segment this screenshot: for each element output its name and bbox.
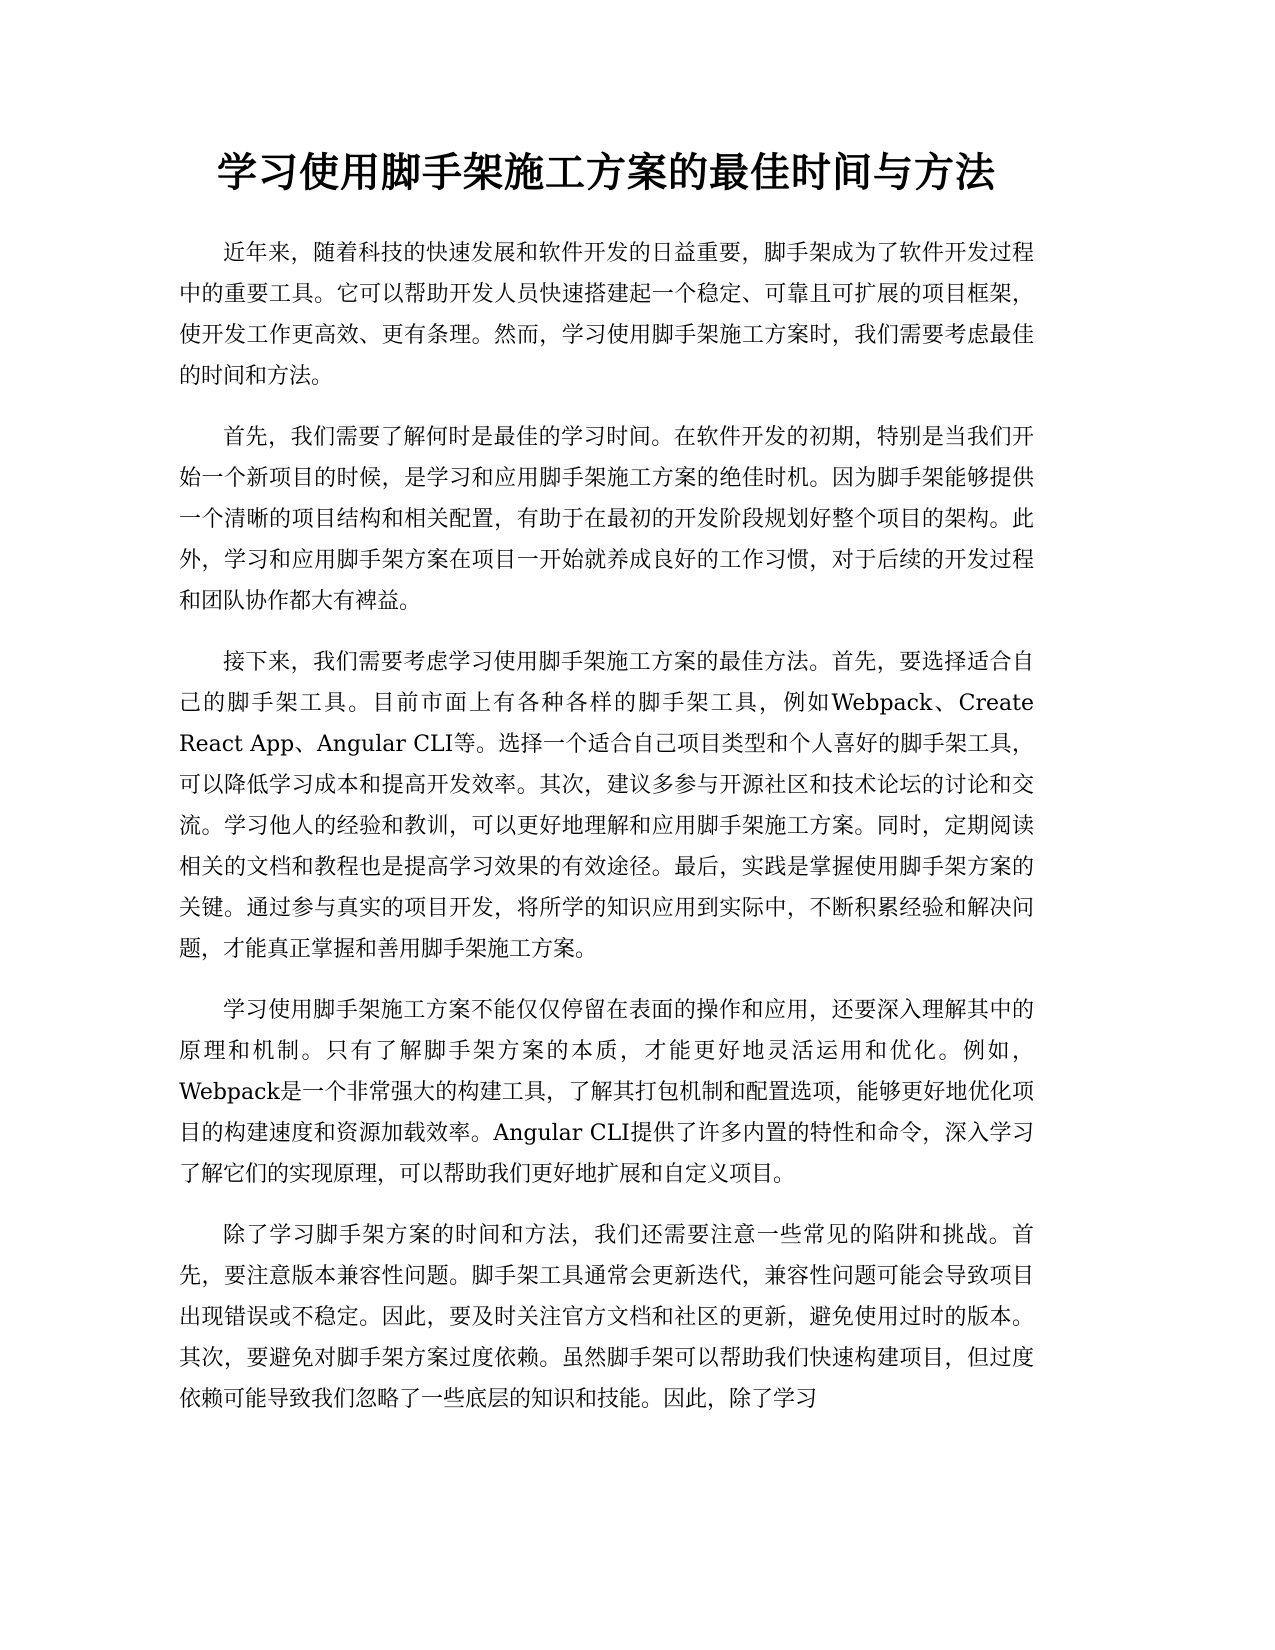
document-title: 学习使用脚手架施工方案的最佳时间与方法 (217, 150, 996, 196)
paragraph-best-time: 首先，我们需要了解何时是最佳的学习时间。在软件开发的初期，特别是当我们开始一个新项目的时候，是学习和应用脚手架施工方案的绝佳时机。因为脚手架能够提供一个清晰的项目结构和相关配置，有助于在最初的开发阶段规划好整个项目的架构。此外，学习和应用脚手架方案在项目一开始就养成良好的工作习惯，对于后续的开发过程和团队协作都大有裨益。 (179, 425, 1034, 614)
paragraph-principles: 学习使用脚手架施工方案不能仅仅停留在表面的操作和应用，还要深入理解其中的原理和机制。只有了解脚手架方案的本质，才能更好地灵活运用和优化。例如，Webpack是一个非常强大的构建工具，了解其打包机制和配置选项，能够更好地优化项目的构建速度和资源加载效率。Angular CLI提供了许多内置的特性和命令，深入学习了解它们的实现原理，可以帮助我们更好地扩展和自定义项目。 (179, 998, 1034, 1187)
paragraph-intro: 近年来，随着科技的快速发展和软件开发的日益重要，脚手架成为了软件开发过程中的重要工具。它可以帮助开发人员快速搭建起一个稳定、可靠且可扩展的项目框架，使开发工作更高效、更有条理。然而，学习使用脚手架施工方案时，我们需要考虑最佳的时间和方法。 (179, 241, 1034, 389)
paragraph-best-method: 接下来，我们需要考虑学习使用脚手架施工方案的最佳方法。首先，要选择适合自己的脚手架工具。目前市面上有各种各样的脚手架工具，例如Webpack、Create React App、Angular CLI等。选择一个适合自己项目类型和个人喜好的脚手架工具，可以降低学习成本和提高开发效率。其次，建议多参与开源社区和技术论坛的讨论和交流。学习他人的经验和教训，可以更好地理解和应用脚手架施工方案。同时，定期阅读相关的文档和教程也是提高学习效果的有效途径。最后，实践是掌握使用脚手架方案的关键。通过参与真实的项目开发，将所学的知识应用到实际中，不断积累经验和解决问题，才能真正掌握和善用脚手架施工方案。 (179, 650, 1034, 962)
paragraph-pitfalls: 除了学习脚手架方案的时间和方法，我们还需要注意一些常见的陷阱和挑战。首先，要注意版本兼容性问题。脚手架工具通常会更新迭代，兼容性问题可能会导致项目出现错误或不稳定。因此，要及时关注官方文档和社区的更新，避免使用过时的版本。其次，要避免对脚手架方案过度依赖。虽然脚手架可以帮助我们快速构建项目，但过度依赖可能导致我们忽略了一些底层的知识和技能。因此，除了学习 (179, 1223, 1034, 1412)
document-page (179, 0, 1034, 1420)
